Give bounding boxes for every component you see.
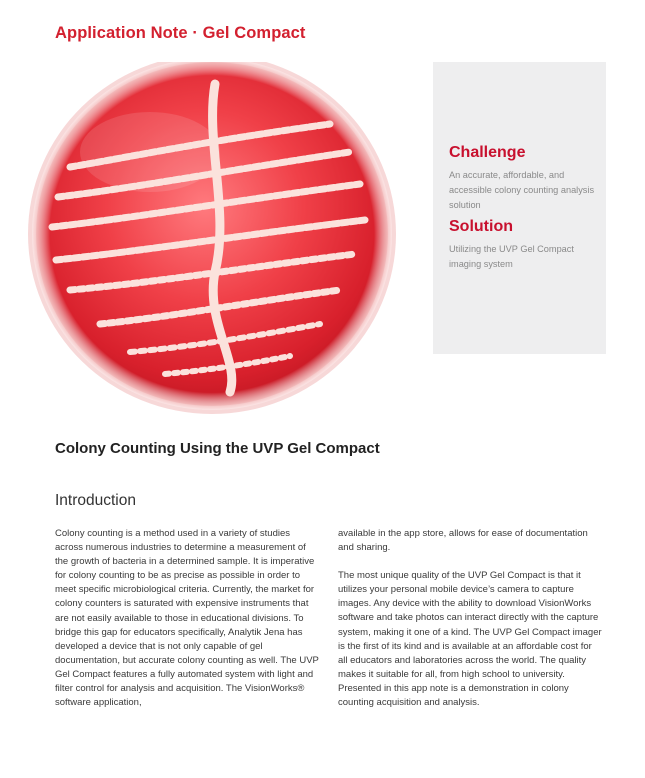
petri-dish-photo (0, 62, 418, 414)
solution-heading: Solution (449, 218, 513, 235)
solution-text: Utilizing the UVP Gel Compact imaging system (449, 244, 574, 269)
challenge-text: An accurate, affordable, and accessible colony counting analysis solution (449, 170, 595, 210)
introduction-heading: Introduction (55, 492, 136, 509)
application-note-header: Application Note · Gel Compact (55, 24, 306, 42)
petri-dish-image (0, 62, 418, 414)
intro-column-right (338, 527, 603, 724)
intro-paragraph: The most unique quality of the UVP Gel Compact is that it utilizes your personal mobile device’s camera to capture images. Any device with the ability to download VisionWorks software and take photos can interact directly with the capture system, making it one of a kind. The UVP Gel Compact imager is the first of its kind and is available at an affordable cost for all educators and laboratories across the world. The quality makes it suitable for all, from high school to university. Presented in this app note is a demonstration in colony counting acquisition and analysis. (338, 570, 602, 709)
document-title: Colony Counting Using the UVP Gel Compact (55, 440, 380, 457)
challenge-heading: Challenge (449, 144, 526, 161)
intro-column-left (55, 527, 320, 724)
intro-paragraph: available in the app store, allows for ease of documentation and sharing. (338, 528, 588, 554)
challenge-solution-panel (433, 62, 606, 354)
intro-paragraph: Colony counting is a method used in a variety of studies across numerous industries to determine a measurement of the growth of bacteria in a determined sample. It is imperative for colony counting to be as precise as possible in order to meet specific microbiological criteria. Currently, the market for colony counters is saturated with expensive instruments that are not easily available to those in educational divisions. To bridge this gap for educators specifically, Analytik Jena has developed a device that is not only capable of gel documentation, but accurate colony counting as well. The UVP Gel Compact features a fully automated system with light and filter control for analysis and acquisition. The VisionWorks® software application, (55, 528, 319, 709)
